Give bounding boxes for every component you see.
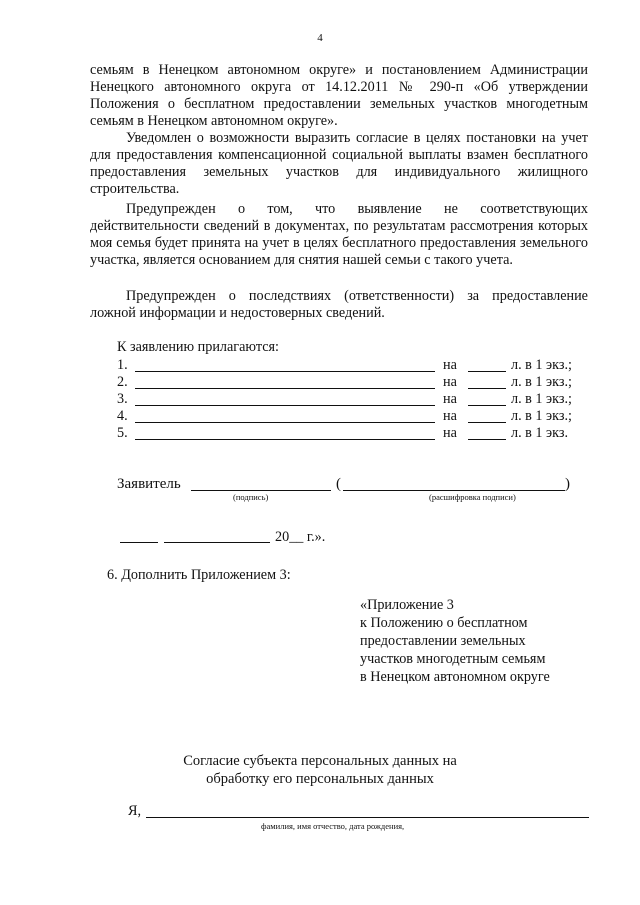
attachment-pages-line — [468, 371, 506, 372]
attachment-pages-line — [468, 422, 506, 423]
attachment-row — [117, 374, 588, 391]
page-number: 4 — [317, 32, 323, 44]
appendix-header — [360, 596, 590, 686]
attachment-unit: л. в 1 экз.; — [511, 357, 572, 373]
appendix-line: к Положению о бесплатном — [360, 615, 528, 631]
attachment-na-label: на — [443, 357, 457, 373]
attachment-number: 3. — [117, 391, 128, 407]
attachment-unit: л. в 1 экз.; — [511, 374, 572, 390]
attachment-title-line — [135, 422, 435, 423]
appendix-line: участков многодетным семьям — [360, 651, 546, 667]
attachment-number: 1. — [117, 357, 128, 373]
attachments-heading: К заявлению прилагаются: — [117, 339, 279, 355]
attachment-pages-line — [468, 388, 506, 389]
attachment-unit: л. в 1 экз.; — [511, 391, 572, 407]
attachment-pages-line — [468, 405, 506, 406]
appendix-line: в Ненецком автономном округе — [360, 669, 550, 685]
attachment-title-line — [135, 371, 435, 372]
attachment-number: 2. — [117, 374, 128, 390]
attachment-unit: л. в 1 экз.; — [511, 408, 572, 424]
attachment-row — [117, 408, 588, 425]
attachment-title-line — [135, 405, 435, 406]
attachment-number: 5. — [117, 425, 128, 441]
attachment-row — [117, 391, 588, 408]
attachment-unit: л. в 1 экз. — [511, 425, 569, 441]
date-month-line — [164, 542, 270, 543]
ya-label: Я, — [128, 803, 142, 819]
paragraph-warned-liability: Предупрежден о последствиях (ответственности) за предоставление ложной информации и недостоверных сведений. — [90, 288, 588, 321]
date-year-text: 20__ г.». — [275, 529, 326, 545]
signature-decode-line — [343, 490, 565, 491]
attachment-na-label: на — [443, 391, 457, 407]
fio-caption: фамилия, имя отчество, дата рождения, — [261, 821, 405, 831]
attachment-row — [117, 357, 588, 374]
attachment-number: 4. — [117, 408, 128, 424]
attachment-row — [117, 425, 588, 442]
signature-decode-caption: (расшифровка подписи) — [429, 492, 516, 502]
attachment-na-label: на — [443, 425, 457, 441]
consent-title-line: Согласие субъекта персональных данных на — [183, 753, 457, 769]
paragraph-continuation: семьям в Ненецком автономном округе» и постановлением Администрации Ненецкого автономного округа от 14.12.2011 № 290-п «Об утверждении Положения о бесплатном предоставлении земельных участков многодетным семьям в Ненецком автономном округе». — [90, 62, 588, 129]
attachment-title-line — [135, 439, 435, 440]
consent-title-line: обработку его персональных данных — [206, 771, 434, 787]
appendix-line: предоставлении земельных — [360, 633, 526, 649]
consent-title — [150, 752, 490, 788]
close-paren: ) — [565, 476, 570, 492]
paragraph-notified: Уведомлен о возможности выразить согласие в целях постановки на учет для предоставления компенсационной социальной выплаты взамен бесплатного предоставления земельных участков для индивидуального жилищного строительства. — [90, 130, 588, 197]
attachment-title-line — [135, 388, 435, 389]
appendix-line: «Приложение 3 — [360, 597, 454, 613]
attachment-pages-line — [468, 439, 506, 440]
signature-line — [191, 490, 331, 491]
attachment-na-label: на — [443, 408, 457, 424]
signature-caption: (подпись) — [233, 492, 269, 502]
fio-line — [146, 817, 589, 818]
point-6-text: 6. Дополнить Приложением 3: — [107, 567, 291, 583]
open-paren: ( — [336, 476, 341, 492]
date-day-line — [120, 542, 158, 543]
attachment-na-label: на — [443, 374, 457, 390]
paragraph-warned-falsity: Предупрежден о том, что выявление не соответствующих действительности сведений в документах, по результатам рассмотрения которых моя семья будет принята на учет в целях бесплатного предоставления земельного участка, является основанием для снятия нашей семьи с такого учета. — [90, 201, 588, 268]
applicant-label: Заявитель — [117, 476, 181, 492]
